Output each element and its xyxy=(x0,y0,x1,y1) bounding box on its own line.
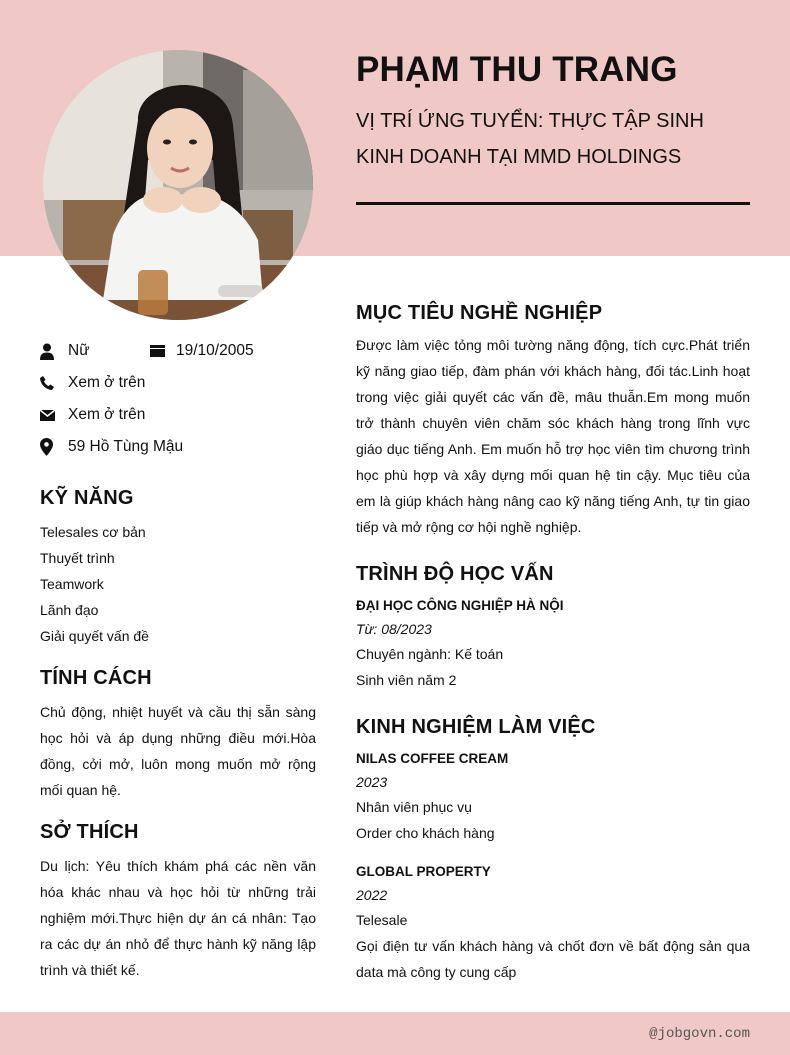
job-company: NILAS COFFEE CREAM xyxy=(356,751,509,766)
personality-text: Chủ động, nhiệt huyết và cầu thị sẵn sàng học hỏi và áp dụng những điều mới.Hòa đồng, cởi mở, luôn mong muốn mở rộng mối quan hệ. xyxy=(40,704,316,798)
job-company: GLOBAL PROPERTY xyxy=(356,864,491,879)
profile-photo xyxy=(43,50,313,320)
location-pin-icon xyxy=(40,438,68,456)
mail-icon xyxy=(40,410,68,421)
person-icon xyxy=(40,343,68,360)
skill-item: Lãnh đạo xyxy=(40,602,99,618)
contact-email xyxy=(40,406,145,424)
contact-phone xyxy=(40,374,145,392)
applied-position: VỊ TRÍ ỨNG TUYỂN: THỰC TẬP SINH KINH DOANH TẠI MMD HOLDINGS xyxy=(356,110,704,168)
education-period: Từ: 08/2023 xyxy=(356,621,432,637)
address-value: 59 Hồ Tùng Mậu xyxy=(68,438,184,455)
objective-heading: MỤC TIÊU NGHỀ NGHIỆP xyxy=(356,302,603,324)
contact-birthday xyxy=(150,342,254,360)
experience-heading: KINH NGHIỆM LÀM VIỆC xyxy=(356,716,596,738)
phone-value: Xem ở trên xyxy=(68,374,146,391)
gender-value: Nữ xyxy=(68,342,90,359)
skill-item: Thuyết trình xyxy=(40,550,115,566)
skill-item: Giải quyết vấn đề xyxy=(40,628,149,644)
hobbies-heading: SỞ THÍCH xyxy=(40,821,139,843)
education-heading: TRÌNH ĐỘ HỌC VẤN xyxy=(356,563,554,585)
calendar-icon xyxy=(150,345,176,357)
job-description: Order cho khách hàng xyxy=(356,825,495,841)
contact-address xyxy=(40,438,183,456)
candidate-name: PHẠM THU TRANG xyxy=(356,50,678,89)
personality-heading: TÍNH CÁCH xyxy=(40,667,152,689)
skill-item: Teamwork xyxy=(40,576,104,592)
job-role: Telesale xyxy=(356,912,408,928)
birthday-value: 19/10/2005 xyxy=(176,342,254,359)
education-major: Chuyên ngành: Kế toán xyxy=(356,646,504,662)
contact-gender xyxy=(40,342,90,360)
header-divider xyxy=(356,202,750,205)
job-year: 2023 xyxy=(356,774,388,790)
school-name: ĐẠI HỌC CÔNG NGHIỆP HÀ NỘI xyxy=(356,598,564,613)
hobbies-text: Du lịch: Yêu thích khám phá các nền văn hóa khác nhau và học hỏi từ những trải nghiệm mới.Thực hiện dự án cá nhân: Tạo ra các dự án nhỏ để thực hành kỹ năng lập trình và thiết kế. xyxy=(40,858,316,978)
job-role: Nhân viên phục vụ xyxy=(356,799,472,815)
skill-item: Telesales cơ bản xyxy=(40,524,146,540)
education-year: Sinh viên năm 2 xyxy=(356,672,457,688)
job-description: Gọi điện tư vấn khách hàng và chốt đơn về bất động sản qua data mà công ty cung cấp xyxy=(356,938,750,980)
phone-icon xyxy=(40,376,68,390)
email-value: Xem ở trên xyxy=(68,406,146,423)
footer-credit: @jobgovn.com xyxy=(649,1026,750,1042)
job-year: 2022 xyxy=(356,887,388,903)
skills-heading: KỸ NĂNG xyxy=(40,487,134,509)
objective-text: Được làm việc tỏng môi tường năng động, tích cực.Phát triển kỹ năng giao tiếp, đàm phán với khách hàng, đối tác.Linh hoạt trong việc giải quyết các vấn đề, mâu thuẫn.Em mong muốn trở thành chuyên viên chăm sóc khách hàng trong lĩnh vực giáo dục tiếng Anh. Em muốn hỗ trợ học viên tìm chương trình học phù hợp và xây dựng mối quan hệ tin cậy. Mục tiêu của em là giúp khách hàng nâng cao kỹ năng tiếng Anh, tự tin giao tiếp và mở rộng cơ hội nghề nghiệp. xyxy=(356,337,750,535)
skills-list xyxy=(40,519,149,649)
